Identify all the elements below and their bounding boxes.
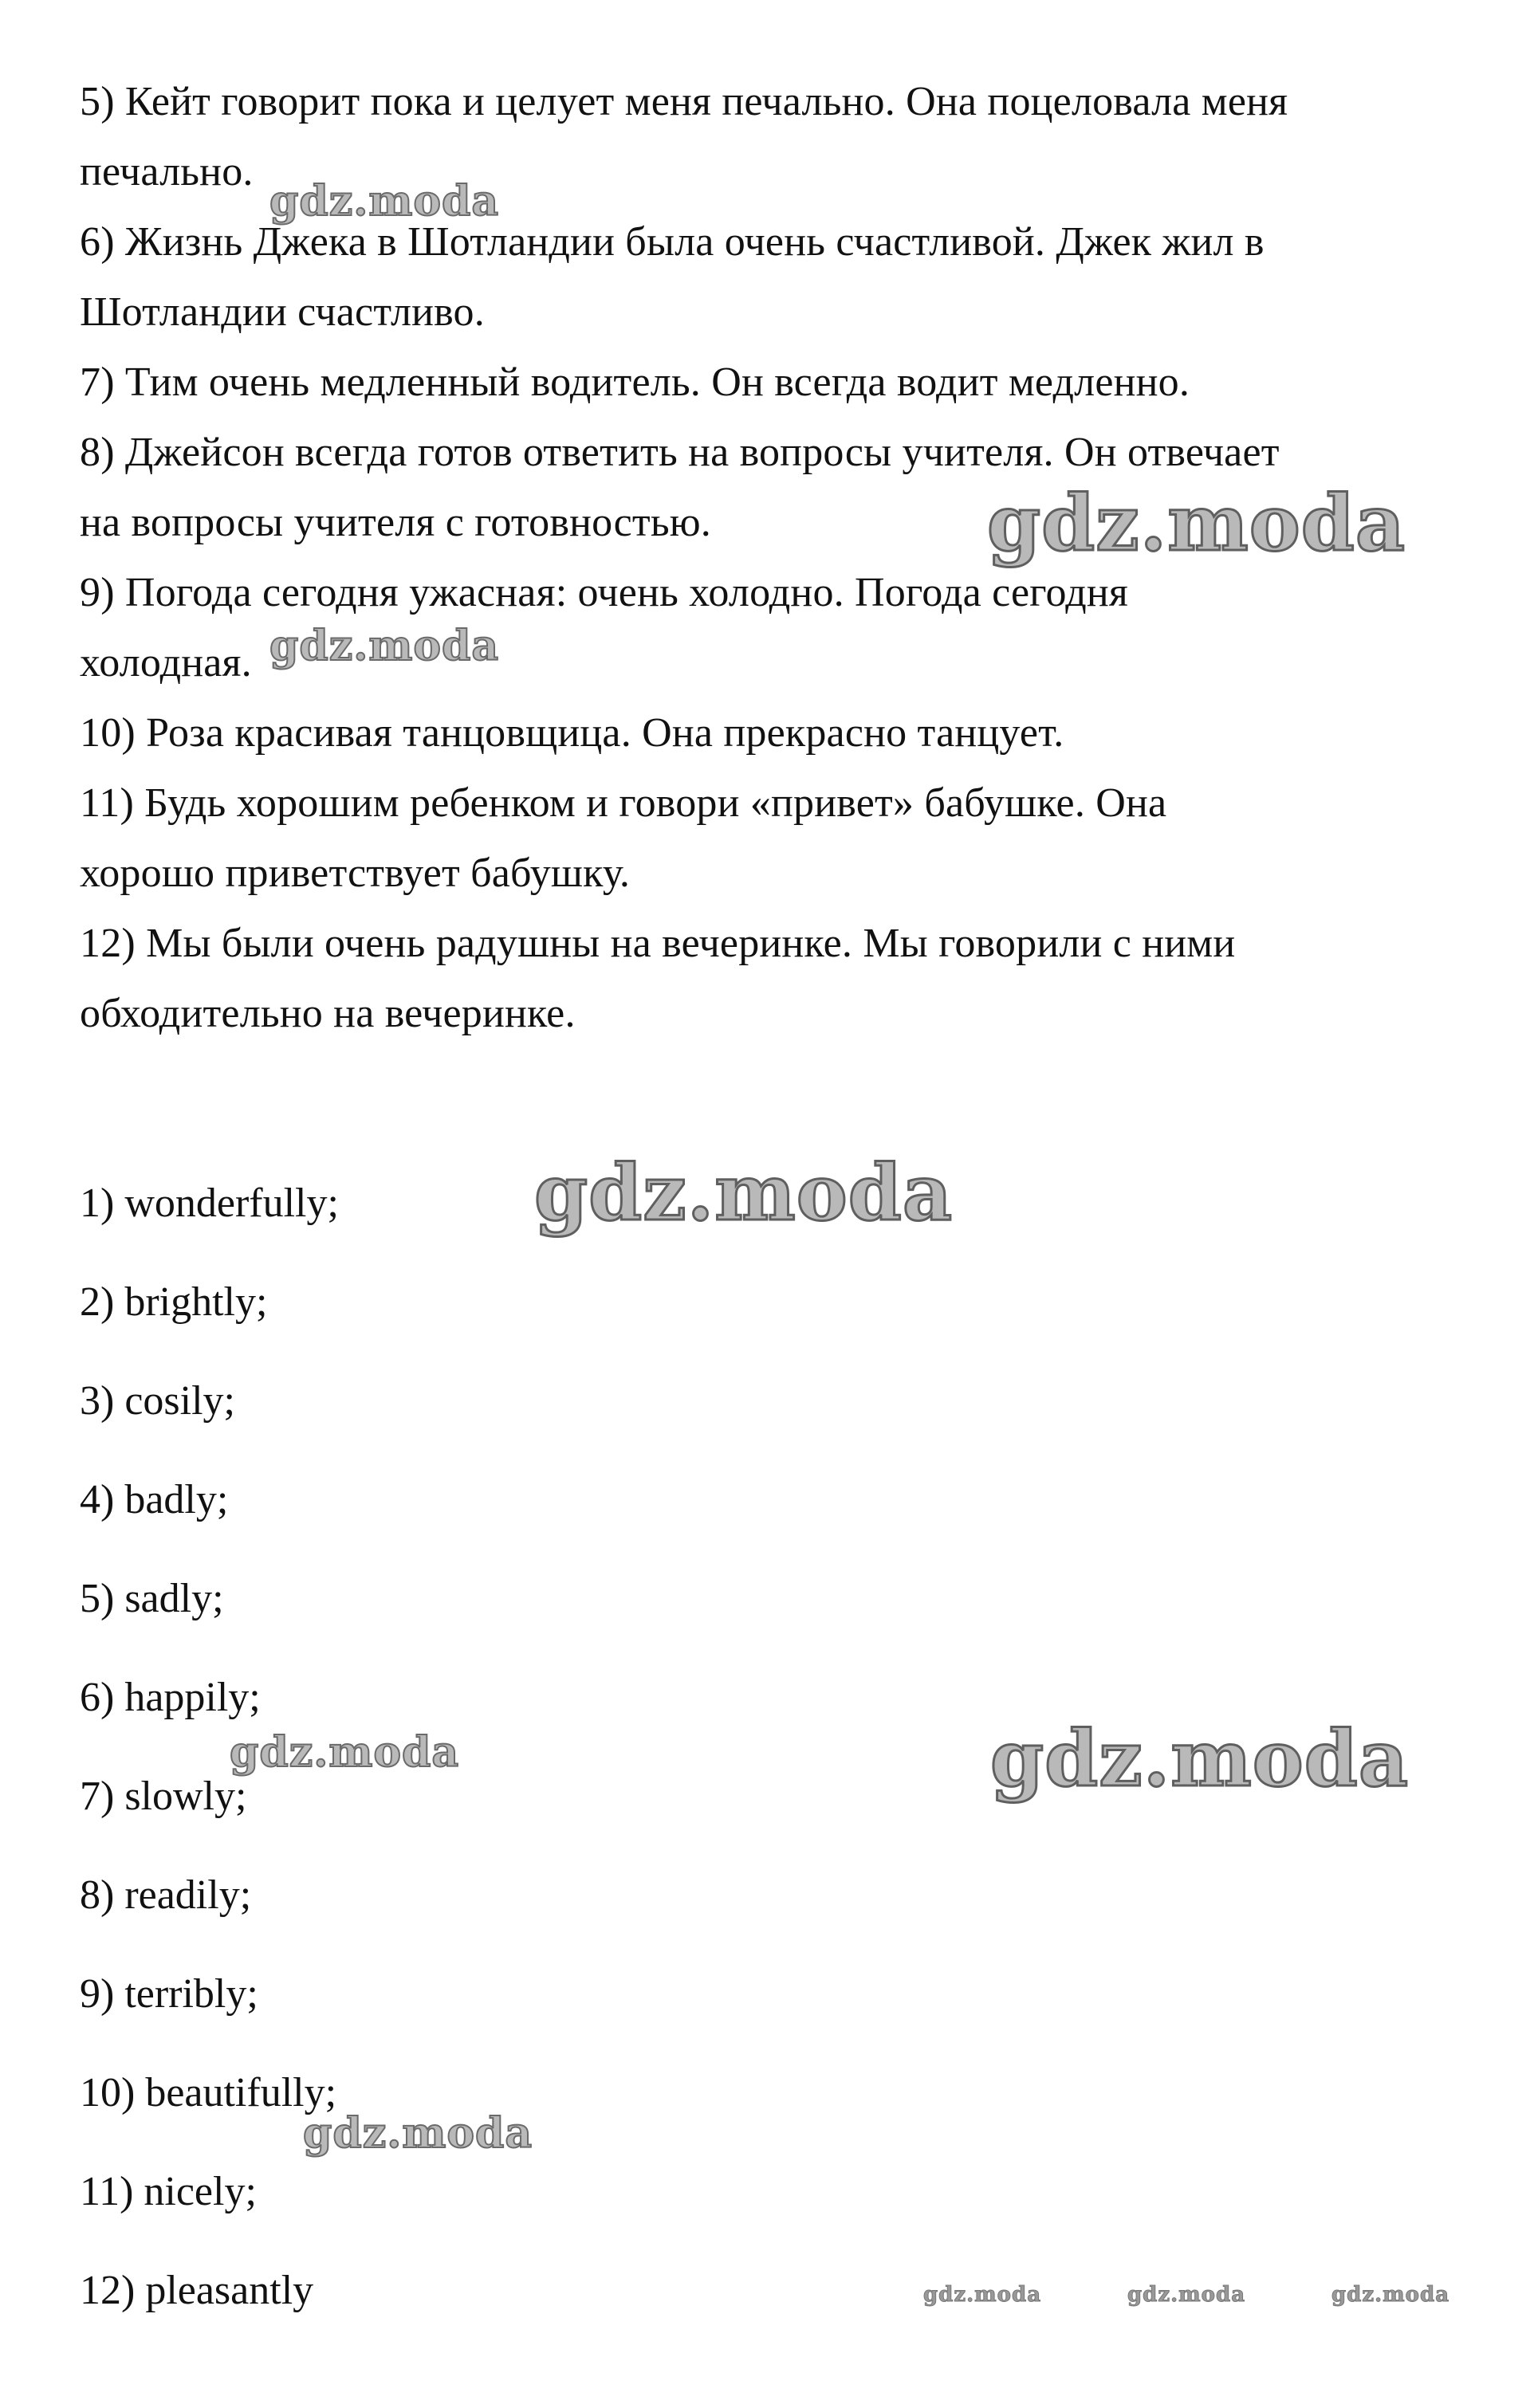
translation-line: 9) Погода сегодня ужасная: очень холодно. Погода сегодня — [80, 570, 1129, 615]
watermark: gdz.moda — [1331, 2283, 1450, 2307]
answer-item: 8) readily; — [80, 1872, 252, 1918]
watermark: gdz.moda — [303, 2109, 533, 2158]
translation-line: 12) Мы были очень радушны на вечеринке. Мы говорили с ними — [80, 921, 1236, 966]
answer-item: 9) terribly; — [80, 1971, 258, 2017]
answer-item: 4) badly; — [80, 1477, 229, 1522]
answer-item: 2) brightly; — [80, 1279, 268, 1325]
translation-line: 5) Кейт говорит пока и целует меня печально. Она поцеловала меня — [80, 79, 1288, 124]
watermark: gdz.moda — [269, 177, 500, 226]
watermark: gdz.moda — [987, 478, 1406, 568]
translation-line: 10) Роза красивая танцовщица. Она прекрасно танцует. — [80, 710, 1064, 756]
answer-item: 7) slowly; — [80, 1774, 247, 1819]
translation-line: 11) Будь хорошим ребенком и говори «привет» бабушке. Она — [80, 780, 1167, 826]
watermark: gdz.moda — [534, 1148, 954, 1238]
answer-item: 5) sadly; — [80, 1576, 224, 1621]
translation-line: 6) Жизнь Джека в Шотландии была очень счастливой. Джек жил в — [80, 219, 1265, 265]
translation-line: обходительно на вечеринке. — [80, 991, 576, 1036]
watermark: gdz.moda — [230, 1728, 460, 1777]
answer-item: 3) cosily; — [80, 1378, 235, 1424]
answer-item: 11) nicely; — [80, 2169, 257, 2214]
watermark: gdz.moda — [1127, 2283, 1246, 2307]
answer-item: 10) beautifully; — [80, 2070, 337, 2115]
translation-line: печально. — [80, 149, 254, 194]
translation-line: холодная. — [80, 640, 252, 685]
translation-line: на вопросы учителя с готовностью. — [80, 500, 712, 545]
translation-line: 7) Тим очень медленный водитель. Он всегда водит медленно. — [80, 359, 1190, 405]
answer-item: 1) wonderfully; — [80, 1180, 339, 1226]
translation-line: 8) Джейсон всегда готов ответить на вопросы учителя. Он отвечает — [80, 430, 1280, 475]
watermark: gdz.moda — [269, 622, 500, 670]
answer-item: 6) happily; — [80, 1675, 261, 1720]
translation-line: Шотландии счастливо. — [80, 289, 485, 335]
translation-line: хорошо приветствует бабушку. — [80, 850, 631, 896]
watermark: gdz.moda — [923, 2283, 1042, 2307]
watermark: gdz.moda — [990, 1714, 1410, 1804]
answer-item: 12) pleasantly — [80, 2268, 314, 2313]
